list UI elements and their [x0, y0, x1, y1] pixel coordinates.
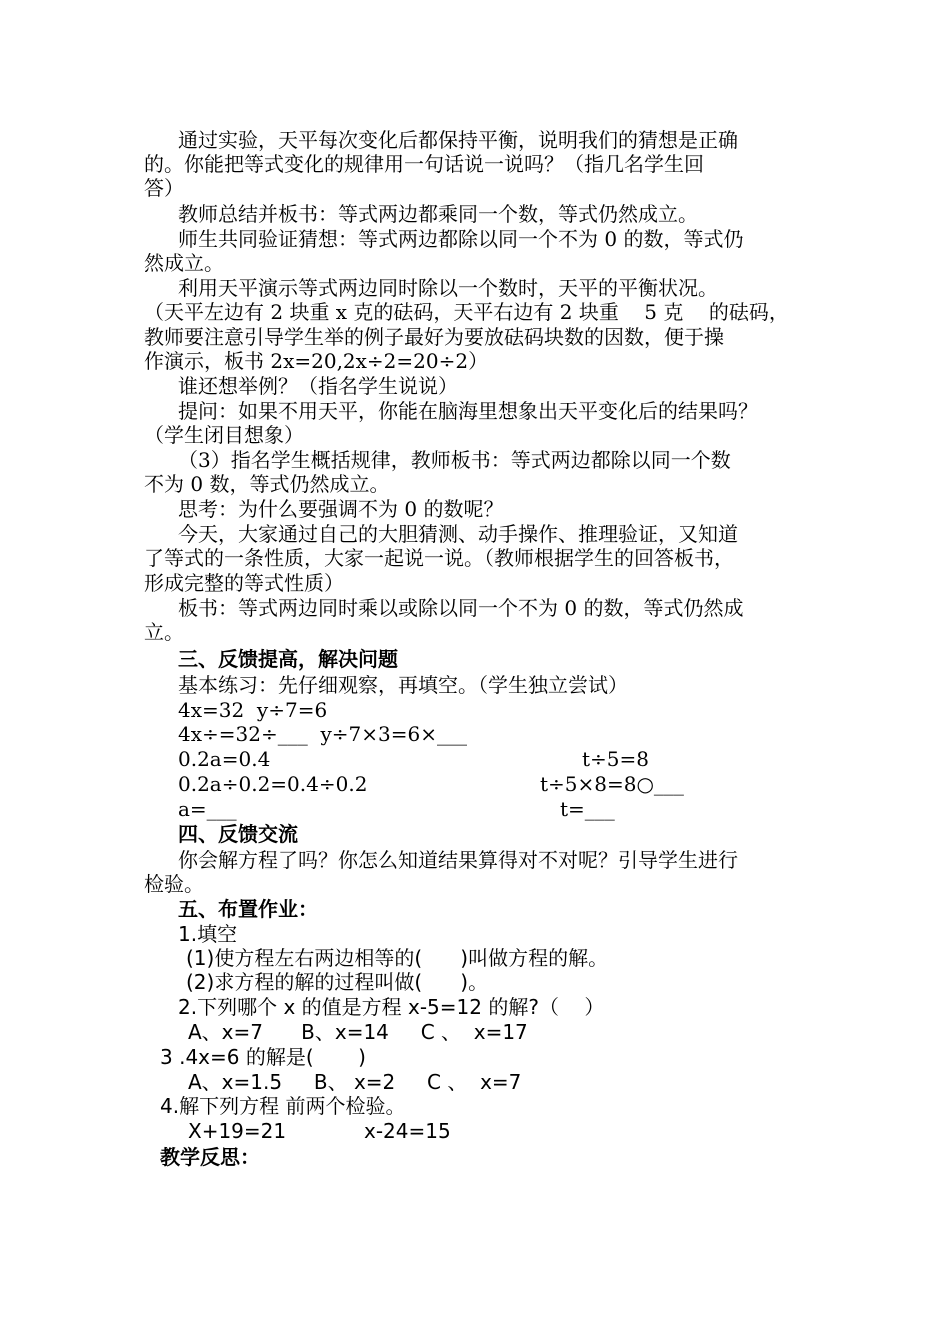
homework-equation: x-24=15	[364, 1119, 451, 1143]
exercise-line: t=___	[560, 797, 615, 821]
paragraph-line: 利用天平演示等式两边同时除以一个数时，天平的平衡状况。	[178, 276, 718, 300]
section-heading: 三、反馈提高，解决问题	[178, 647, 398, 671]
exercise-line: 4x=32 y÷7=6	[178, 698, 328, 722]
paragraph-line: 通过实验，天平每次变化后都保持平衡，说明我们的猜想是正确	[178, 128, 738, 152]
paragraph-line: 检验。	[144, 872, 204, 896]
paragraph-line: （学生闭目想象）	[144, 423, 304, 447]
exercise-line: 0.2a=0.4	[178, 747, 271, 771]
paragraph-line: （3）指名学生概括规律，教师板书：等式两边都除以同一个数	[178, 448, 731, 472]
paragraph-line: 提问：如果不用天平，你能在脑海里想象出天平变化后的结果吗？	[178, 399, 758, 423]
section-heading: 五、布置作业：	[178, 897, 318, 921]
homework-line: (2)求方程的解的过程叫做( )。	[186, 970, 489, 994]
paragraph-line: 的。你能把等式变化的规律用一句话说一说吗？（指几名学生回	[144, 152, 704, 176]
paragraph-line: 教师要注意引导学生举的例子最好为要放砝码块数的因数，便于操	[144, 325, 724, 349]
homework-options: A、x=7 B、x=14 C 、 x=17	[188, 1020, 528, 1044]
paragraph-line: 教师总结并板书：等式两边都乘同一个数，等式仍然成立。	[178, 202, 698, 226]
homework-equation: X+19=21	[188, 1119, 287, 1143]
section-heading: 四、反馈交流	[178, 822, 298, 846]
homework-line: 2.下列哪个 x 的值是方程 x-5=12 的解?（ ）	[178, 995, 605, 1019]
homework-line: 4.解下列方程 前两个检验。	[160, 1094, 406, 1118]
homework-options: A、x=1.5 B、 x=2 C 、 x=7	[188, 1070, 522, 1094]
paragraph-line: 形成完整的等式性质）	[144, 571, 344, 595]
paragraph-line: 作演示，板书 2x=20,2x÷2=20÷2）	[144, 349, 489, 373]
section-heading: 教学反思：	[160, 1145, 260, 1169]
paragraph-line: 你会解方程了吗？你怎么知道结果算得对不对呢？引导学生进行	[178, 848, 738, 872]
homework-line: (1)使方程左右两边相等的( )叫做方程的解。	[186, 946, 609, 970]
homework-line: 3 .4x=6 的解是( )	[160, 1045, 366, 1069]
exercise-line: t÷5=8	[582, 747, 650, 771]
paragraph-line: 思考：为什么要强调不为 0 的数呢？	[178, 497, 504, 521]
paragraph-line: 基本练习：先仔细观察，再填空。（学生独立尝试）	[178, 673, 628, 697]
paragraph-line: 不为 0 数，等式仍然成立。	[144, 472, 390, 496]
exercise-line: a=___	[178, 797, 237, 821]
exercise-line: t÷5×8=8○___	[540, 772, 684, 796]
paragraph-line: （天平左边有 2 块重 x 克的砝码，天平右边有 2 块重 5 克 的砝码，	[144, 300, 789, 324]
paragraph-line: 师生共同验证猜想：等式两边都除以同一个不为 0 的数，等式仍	[178, 227, 744, 251]
exercise-line: 4x÷=32÷___ y÷7×3=6×___	[178, 722, 467, 746]
paragraph-line: 板书：等式两边同时乘以或除以同一个不为 0 的数，等式仍然成	[178, 596, 744, 620]
paragraph-line: 谁还想举例？（指名学生说说）	[178, 374, 458, 398]
paragraph-line: 立。	[144, 620, 184, 644]
paragraph-line: 今天，大家通过自己的大胆猜测、动手操作、推理验证，又知道	[178, 522, 738, 546]
exercise-line: 0.2a÷0.2=0.4÷0.2	[178, 772, 368, 796]
paragraph-line: 然成立。	[144, 251, 224, 275]
paragraph-line: 了等式的一条性质，大家一起说一说。（教师根据学生的回答板书，	[144, 546, 734, 570]
paragraph-line: 答）	[144, 176, 184, 200]
homework-line: 1.填空	[178, 922, 238, 946]
